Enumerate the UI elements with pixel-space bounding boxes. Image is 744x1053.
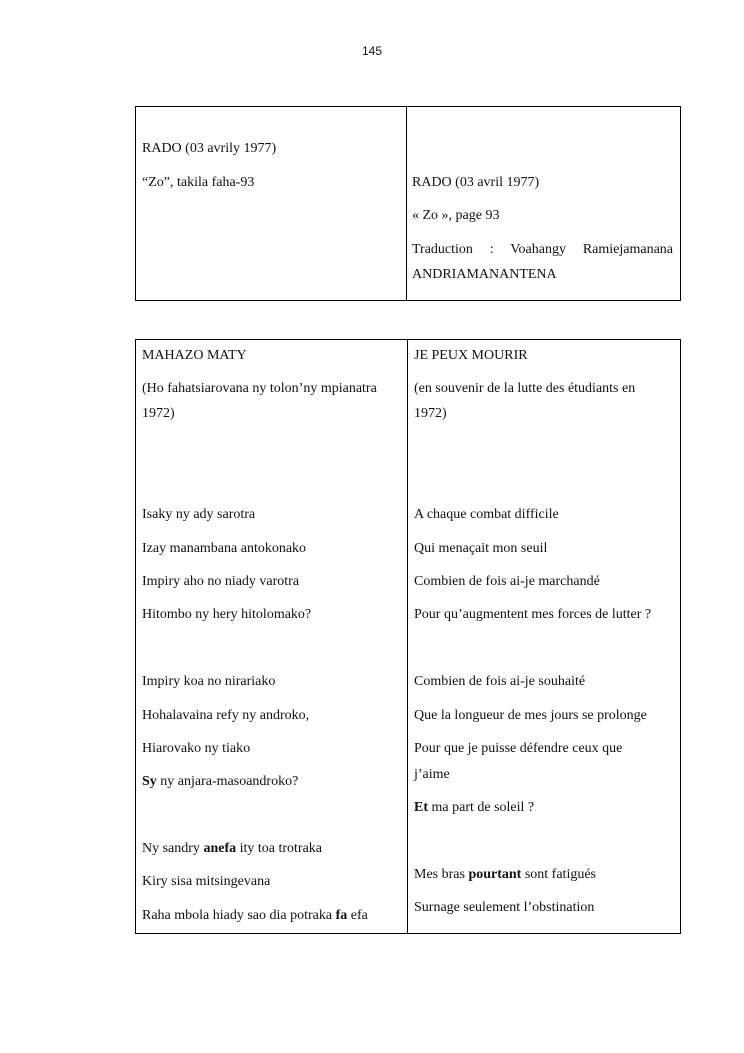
poem-title-fr: JE PEUX MOURIR: [414, 348, 528, 363]
page-number: 145: [361, 44, 383, 58]
poem-title-mg: MAHAZO MATY: [142, 348, 247, 363]
verse-line-mg: Impiry aho no niady varotra: [142, 574, 300, 589]
verse-line-fr: A chaque combat difficile: [414, 507, 559, 522]
poem-subtitle-mg: (Ho fahatsiarovana ny tolon’ny mpianatra: [142, 381, 377, 396]
verse-line-fr: Que la longueur de mes jours se prolonge: [414, 708, 647, 723]
verse-line-fr: Mes bras pourtant sont fatigués: [414, 867, 596, 882]
verse-line-fr: j’aime: [414, 767, 450, 782]
verse-line-mg: Raha mbola hiady sao dia potraka fa efa: [142, 908, 368, 923]
column-divider: [406, 107, 407, 300]
poem-subtitle-fr: (en souvenir de la lutte des étudiants en: [414, 381, 636, 396]
poem-subtitle-fr: 1972): [414, 406, 447, 421]
verse-line-mg: Hiarovako ny tiako: [142, 741, 251, 756]
translator-line: Traduction : Voahangy Ramiejamanana: [412, 242, 673, 257]
source-line-mg: RADO (03 avrily 1977): [142, 141, 277, 156]
poem-subtitle-mg: 1972): [142, 406, 175, 421]
verse-line-mg: Ny sandry anefa ity toa trotraka: [142, 841, 323, 856]
verse-line-fr: Pour que je puisse défendre ceux que: [414, 741, 623, 756]
verse-line-mg: Hohalavaina refy ny androko,: [142, 708, 310, 723]
page-ref-fr: « Zo », page 93: [412, 208, 500, 223]
verse-line-fr: Qui menaçait mon seuil: [414, 541, 548, 556]
verse-line-mg: Hitombo ny hery hitolomako?: [142, 607, 312, 622]
verse-line-mg: Impiry koa no nirariako: [142, 674, 276, 689]
poem-table: [135, 339, 681, 934]
source-line-fr: RADO (03 avril 1977): [412, 175, 540, 190]
verse-line-mg: Izay manambana antokonako: [142, 541, 307, 556]
column-divider: [407, 340, 408, 933]
verse-line-fr: Combien de fois ai-je marchandé: [414, 574, 600, 589]
verse-line-fr: Combien de fois ai-je souhaité: [414, 674, 586, 689]
verse-line-mg: Kiry sisa mitsingevana: [142, 874, 271, 889]
translator-surname: ANDRIAMANANTENA: [412, 267, 557, 282]
verse-line-mg: Isaky ny ady sarotra: [142, 507, 256, 522]
verse-line-fr: Surnage seulement l’obstination: [414, 900, 595, 915]
page-ref-mg: “Zo”, takila faha-93: [142, 175, 255, 190]
reference-table: [135, 106, 681, 301]
verse-line-fr: Et ma part de soleil ?: [414, 800, 535, 815]
verse-line-mg: Sy ny anjara-masoandroko?: [142, 774, 299, 789]
verse-line-fr: Pour qu’augmentent mes forces de lutter ?: [414, 607, 652, 622]
